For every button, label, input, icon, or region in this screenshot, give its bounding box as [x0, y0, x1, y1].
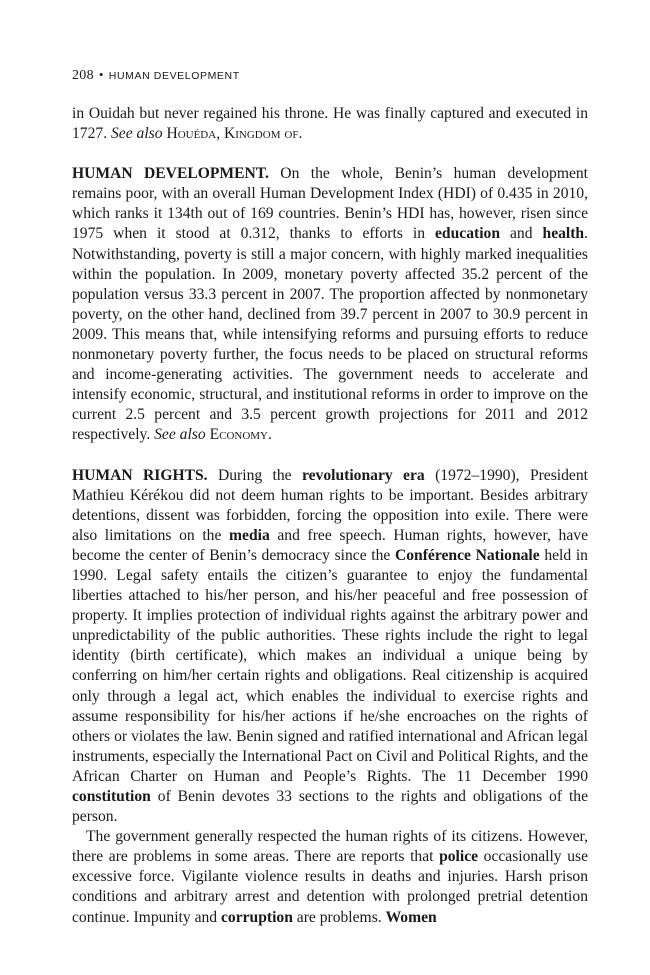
page-number: 208: [72, 68, 94, 83]
cross-reference: Houéda, Kingdom of: [166, 125, 299, 143]
see-also-label: See also: [110, 125, 163, 143]
text-run: The government generally respected the human rights of its citizens. However, there are problems in some areas. There are reports that: [72, 828, 588, 866]
cross-reference-bold: media: [229, 526, 270, 544]
running-head: [72, 66, 588, 84]
text-run: On the whole, Benin’s human development remains poor, with an overall Human Development Index (HDI) of 0.435 in 2010, which ranks it 134th out of 169 countries. Benin’s HDI has, however, risen since 1975 when it stood at 0.312, thanks to efforts in: [72, 165, 588, 243]
text-run: and free speech. Human rights, however, have become the center of Benin’s democracy since the: [72, 526, 588, 564]
text-run: are problems.: [292, 908, 386, 926]
see-also-label: See also: [154, 426, 206, 444]
text-run: in Ouidah but never regained his throne. He was finally captured and executed in 1727.: [72, 105, 588, 143]
text-run: . Notwithstanding, poverty is still a major concern, with highly marked inequalities within the population. In 2009, monetary poverty affected 35.2 percent of the population versus 33.3 percent in 2007. The proportion affected by nonmonetary poverty, on the other hand, declined from 39.7 percent in 2007 to 30.9 percent in 2009. This means that, while intensifying reforms and pursuing efforts to reduce nonmonetary poverty further, the focus needs to be placed on structural reforms and income-generating activities. The government needs to accelerate and intensify economic, structural, and institutional reforms in order to improve on the current 2.5 percent and 3.5 percent growth projections for 2011 and 2012 respectively.: [72, 225, 589, 444]
text-run: (1972–1990), President Mathieu Kérékou did not deem human rights to be important. Besides arbitrary detentions, dissent was forbidden, forcing the opposition into exile. There were also limitations on the: [72, 466, 588, 544]
text-run: of Benin devotes 33 sections to the rights and obligations of the person.: [72, 788, 588, 826]
text-run: .: [298, 125, 303, 143]
entry-headword: HUMAN RIGHTS.: [72, 466, 208, 484]
header-bullet: •: [98, 67, 104, 82]
cross-reference-bold: Conférence Nationale: [395, 546, 540, 564]
cross-reference-bold: revolutionary era: [302, 466, 425, 484]
cross-reference-bold: health: [542, 225, 585, 243]
entry-human-rights-continued: [72, 827, 588, 927]
cross-reference-bold: constitution: [72, 788, 151, 805]
cross-reference-bold: police: [439, 848, 479, 866]
entry-headword: HUMAN DEVELOPMENT.: [72, 165, 269, 183]
text-run: .: [268, 426, 272, 444]
cross-reference-bold: Women: [385, 908, 437, 926]
entry-human-rights: [72, 466, 588, 828]
running-head-title: HUMAN DEVELOPMENT: [108, 70, 240, 82]
cross-reference-bold: corruption: [220, 908, 293, 926]
text-run: During the: [207, 466, 302, 484]
text-run: and: [500, 225, 543, 243]
text-run: held in 1990. Legal safety entails the citizen’s guarantee to enjoy the fundamental liberties attached to his/her person, and his/her peaceful and free possession of property. It implies protection of individual rights against the arbitrary power and unpredictability of the public authorities. These rights include the right to legal identity (birth certificate), which makes an individual a unique being by conferring on him/her certain rights and obligations. Real citizenship is acquired only through a legal act, which enables the individual to exercise rights and assume responsibility for his/her actions if he/she encroaches on the rights of others or violates the law. Benin signed and ratified international and African legal instruments, especially the International Pact on Civil and Political Rights, and the African Charter on Human and People’s Rights. The 11 December 1990: [72, 546, 588, 785]
book-page: [72, 66, 588, 928]
cross-reference-bold: education: [435, 225, 500, 243]
text-run: occasionally use excessive force. Vigilante violence results in deaths and injuries. Harsh prison conditions and arbitrary arrest and detention with prolonged pretrial detention continue. Impunity and: [72, 848, 589, 926]
paragraph-continuation: [72, 104, 588, 144]
entry-human-development: [72, 164, 588, 445]
cross-reference: Economy: [209, 426, 268, 444]
